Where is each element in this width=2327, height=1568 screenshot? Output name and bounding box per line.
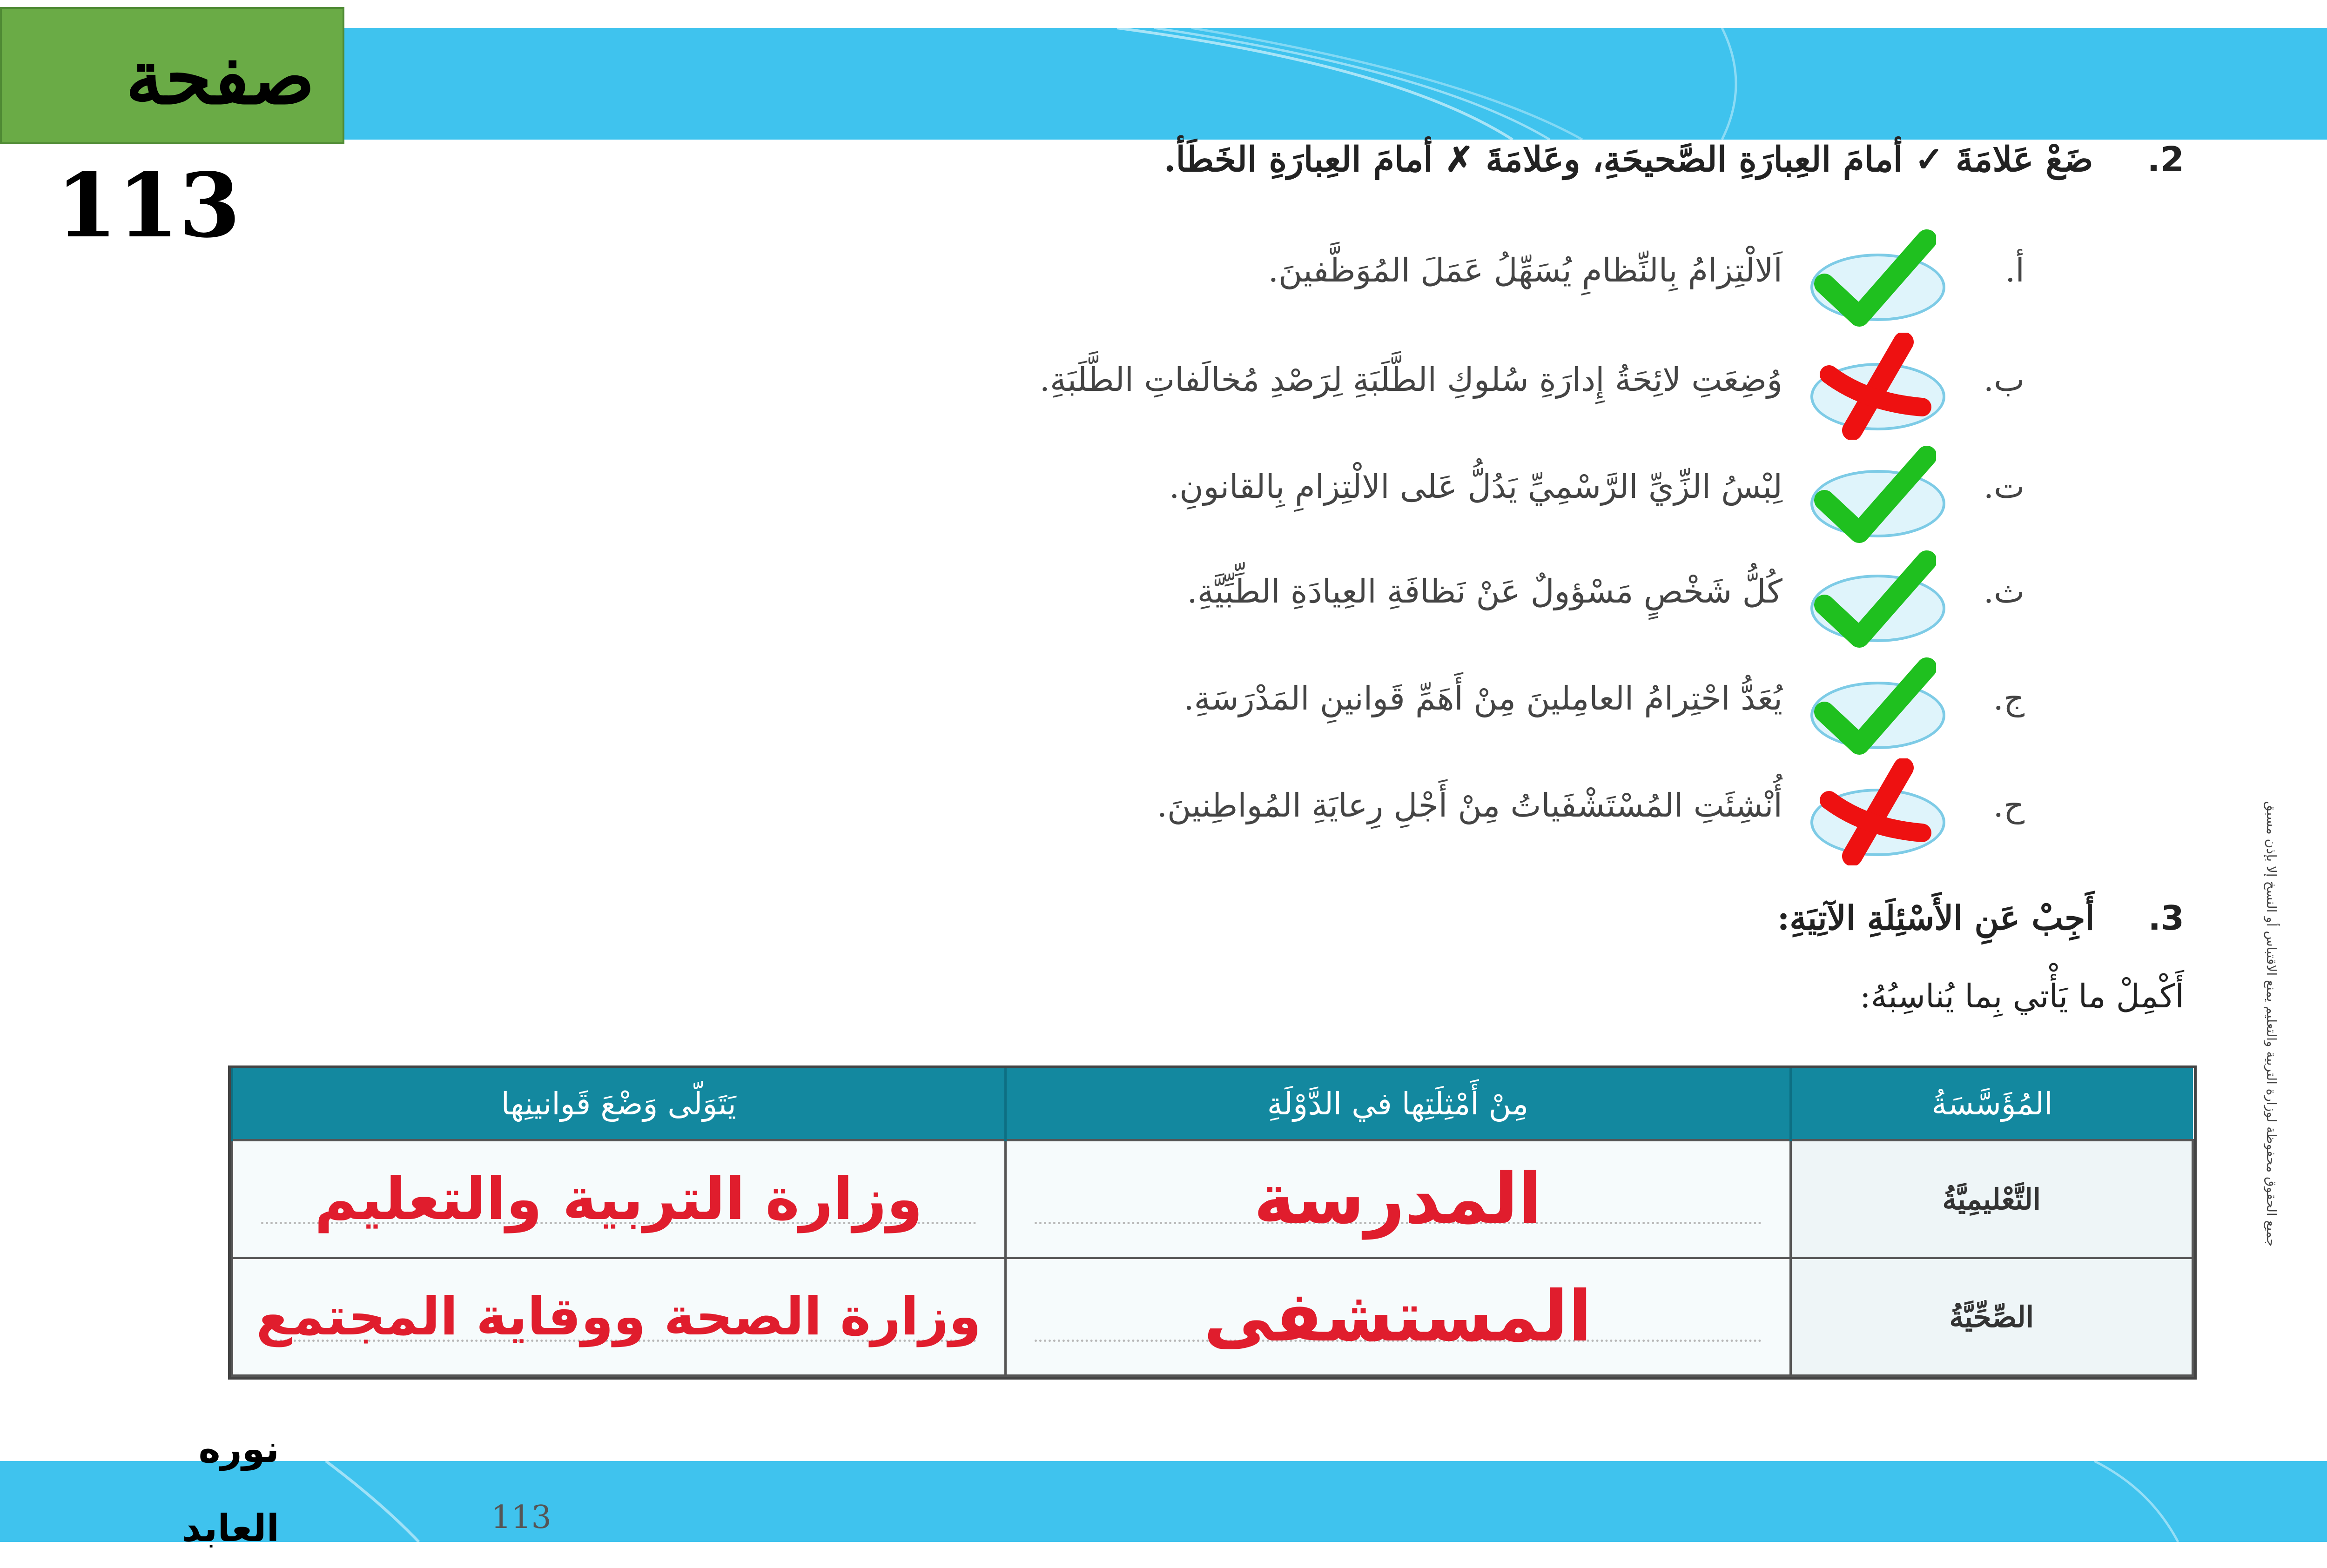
item-letter: أ.: [2005, 251, 2024, 289]
question-3-title: [1777, 898, 2184, 938]
statement-item-t: [558, 449, 2024, 542]
institution-cell: التَّعْليمِيَّةُ: [1790, 1140, 2193, 1258]
example-answer-cell[interactable]: [1005, 1140, 1790, 1258]
question-3-number: 3.: [2148, 898, 2184, 938]
copyright-side-note: جميع الحقوق محفوظة لوزارة التربية والتعليم يمنع الاقتباس أو النسخ إلا بإذن مسبق: [2264, 801, 2279, 1247]
column-header-institution: المُؤَسَّسَةُ: [1790, 1068, 2193, 1140]
item-letter: ج.: [1993, 679, 2024, 717]
item-letter: ح.: [1993, 786, 2024, 824]
item-text: كُلُّ شَخْصٍ مَسْؤولٌ عَنْ نَظافَةِ العِيادَةِ الطِّبِّيَّةِ.: [1187, 572, 1782, 610]
example-answer: المدرسة: [1253, 1159, 1542, 1240]
footer-page-number: 113: [491, 1499, 551, 1536]
statement-item-a: [558, 233, 2024, 326]
banner-swoosh-icon: [0, 1461, 2327, 1542]
authority-answer-cell[interactable]: [232, 1140, 1006, 1258]
statement-item-th: [558, 554, 2024, 647]
check-mark-icon: [1810, 440, 1936, 547]
column-header-authority: يَتَوَلّى وَضْعَ قَوانينِها: [232, 1068, 1006, 1140]
institution-cell: الصِّحِّيَّةُ: [1790, 1258, 2193, 1376]
statement-item-h: [558, 768, 2024, 861]
institutions-table: [228, 1065, 2197, 1380]
cross-mark-icon: [1810, 758, 1936, 865]
question-3-subtitle: أَكْمِلْ ما يَأْتي بِما يُناسِبُهُ:: [1860, 977, 2184, 1015]
check-mark-icon: [1810, 651, 1936, 758]
page-tag-label: صفحة: [126, 34, 315, 121]
item-text: لِبْسُ الزِّيِّ الرَّسْمِيِّ يَدُلُّ عَلى الالْتِزامِ بِالقانونِ.: [1169, 468, 1782, 506]
page-tag: [0, 7, 344, 144]
check-mark-icon: [1810, 223, 1936, 330]
column-header-example: مِنْ أَمْثِلَتِها في الدَّوْلَةِ: [1005, 1068, 1790, 1140]
example-answer: المستشفى: [1204, 1276, 1592, 1357]
table-header-row: [232, 1068, 2193, 1140]
item-text: يُعَدُّ احْتِرامُ العامِلينَ مِنْ أَهَمِّ قَوانينِ المَدْرَسَةِ.: [1184, 679, 1782, 717]
author-name: [149, 1410, 279, 1568]
item-letter: ث.: [1983, 572, 2024, 610]
item-letter: ب.: [1983, 361, 2024, 399]
item-text: اَلالْتِزامُ بِالنِّظامِ يُسَهِّلُ عَمَلَ المُوَظَّفينَ.: [1268, 251, 1782, 289]
banner-swoosh-icon: [0, 28, 2327, 140]
question-2-instruction: ضَعْ عَلامَةَ ✓ أمامَ العِبارَةِ الصَّحيحَةِ، وعَلامَةَ ✗ أمامَ العِبارَةِ الخَطَأ.: [1164, 140, 2093, 180]
table-row: [232, 1140, 2193, 1258]
authority-answer: وزارة التربية والتعليم: [314, 1165, 923, 1233]
statement-item-b: [558, 342, 2024, 435]
top-banner: [0, 28, 2327, 140]
question-2-number: 2.: [2147, 140, 2184, 180]
author-last-name: العابد: [182, 1507, 279, 1550]
item-text: أُنْشِئَتِ المُسْتَشْفَياتُ مِنْ أَجْلِ رِعايَةِ المُواطِنينَ.: [1157, 786, 1782, 824]
item-letter: ت.: [1983, 468, 2024, 506]
table-row: [232, 1258, 2193, 1376]
authority-answer-cell[interactable]: [232, 1258, 1006, 1376]
example-answer-cell[interactable]: [1005, 1258, 1790, 1376]
question-3-text: أَجِبْ عَنِ الأَسْئِلَةِ الآتِيَةِ:: [1777, 898, 2095, 938]
cross-mark-icon: [1810, 333, 1936, 440]
check-mark-icon: [1810, 544, 1936, 651]
question-2-title: [1164, 140, 2184, 180]
page-number-top: 113: [56, 154, 241, 257]
bottom-banner: [0, 1461, 2327, 1542]
authority-answer: وزارة الصحة ووقاية المجتمع: [256, 1287, 982, 1347]
statement-item-j: [558, 661, 2024, 754]
author-first-name: نوره: [198, 1427, 279, 1471]
item-text: وُضِعَتِ لائِحَةُ إِدارَةِ سُلوكِ الطَّلَبَةِ لِرَصْدِ مُخالَفاتِ الطَّلَبَةِ.: [1039, 361, 1782, 399]
